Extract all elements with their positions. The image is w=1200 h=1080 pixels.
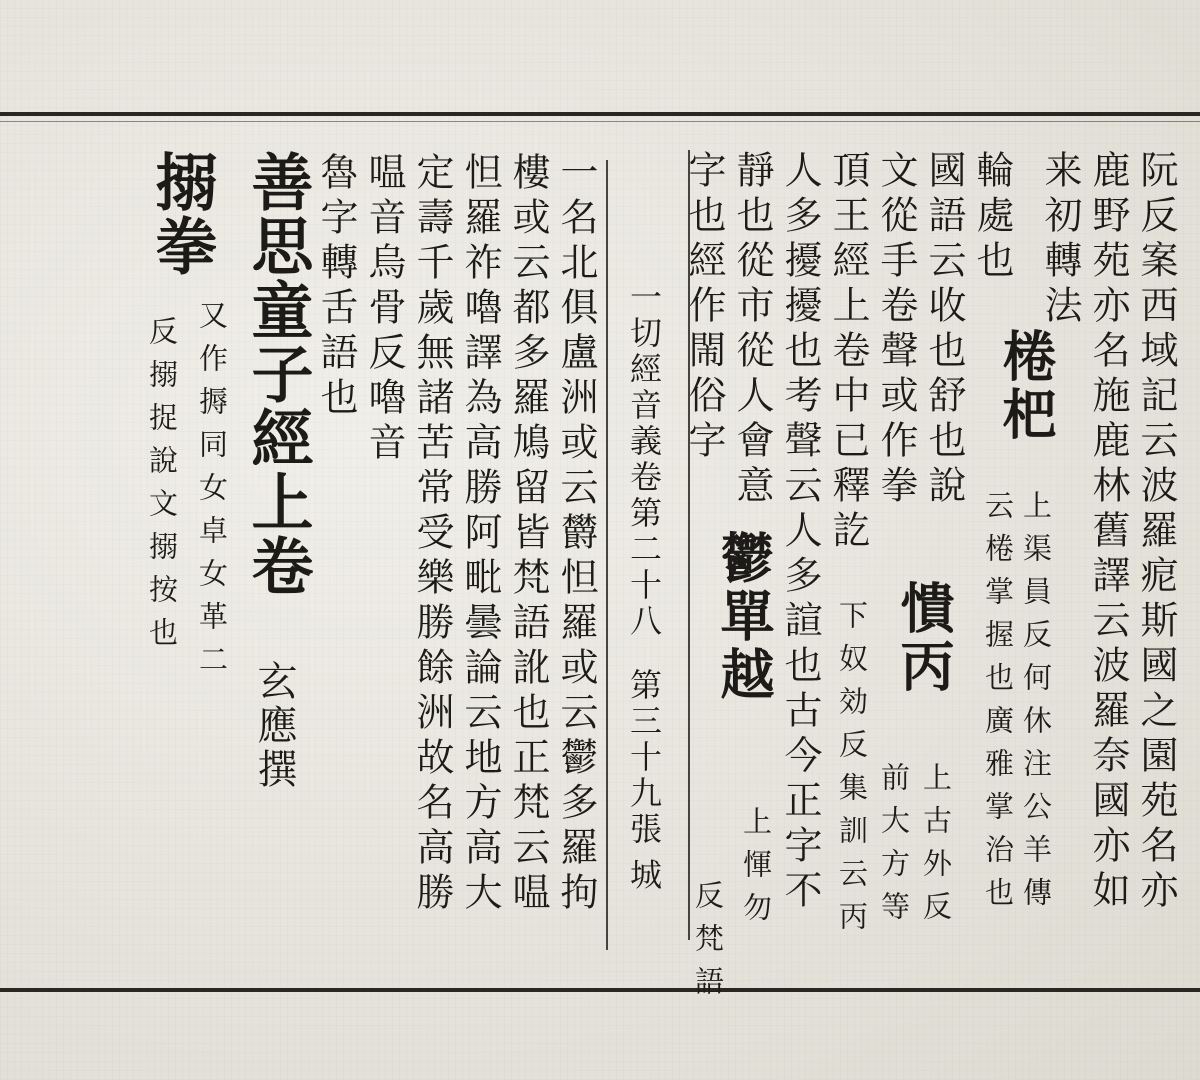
text-column: 字也經作閙俗字 xyxy=(682,150,726,465)
text-column: 樓或云都多羅鳩留皆梵語訛也正梵云嗢 xyxy=(506,152,550,917)
entry-heading: 憒丙 xyxy=(892,580,956,696)
text-column: 嗢音烏骨反嚕音 xyxy=(362,152,406,467)
text-column: 来初轉法 xyxy=(1038,150,1082,330)
entry-note: 前大方等 xyxy=(877,762,911,934)
text-column: 國語云收也舒也說 xyxy=(922,150,966,510)
author-signature: 玄應撰 xyxy=(251,660,297,792)
text-column: 輪處也 xyxy=(970,150,1014,285)
entry-note: 反搦捉說文搦按也 xyxy=(145,316,179,660)
bottom-border-rule xyxy=(0,988,1200,992)
top-border-rule-thin xyxy=(0,121,1200,122)
sutra-title: 善思童子經上卷 xyxy=(241,150,314,598)
text-column: 阮反案西域記云波羅痆斯國之園苑名亦 xyxy=(1134,150,1178,915)
entry-note: 上渠員反何休注公羊傳 xyxy=(1019,490,1053,920)
entry-heading: 棬杷 xyxy=(994,328,1058,444)
volume-title: 一切經音義卷第二十八 xyxy=(625,280,663,640)
entry-note: 又作搙同女卓女革二 xyxy=(195,300,229,687)
entry-note: 下奴効反集訓云丙 xyxy=(835,600,869,944)
top-border-rule xyxy=(0,112,1200,116)
margin-mark: 城 xyxy=(625,858,663,894)
entry-note: 反梵語 xyxy=(691,880,725,1009)
text-column: 定壽千歲無諸苦常受樂勝餘洲故名高勝 xyxy=(410,152,454,917)
text-column: 頂王經上卷中已釋訖 xyxy=(826,150,870,555)
entry-heading: 搦拳 xyxy=(145,150,218,278)
text-column: 怛羅祚嚕譯為高勝阿毗曇論云地方高大 xyxy=(458,152,502,917)
text-column: 一名北俱盧洲或云欝怛羅或云鬱多羅拘 xyxy=(554,152,598,917)
sheet-number: 第三十九張 xyxy=(625,668,663,848)
text-column: 鹿野苑亦名施鹿林舊譯云波羅奈國亦如 xyxy=(1086,150,1130,915)
margin-left-rule xyxy=(606,160,608,950)
text-column: 魯字轉舌語也 xyxy=(314,152,358,422)
entry-note: 上古外反 xyxy=(919,762,953,934)
text-column: 人多擾擾也考聲云人多諠也古今正字不 xyxy=(778,150,822,915)
entry-note: 云棬掌握也廣雅掌治也 xyxy=(981,490,1015,920)
text-column: 靜也從市從人會意 xyxy=(730,150,774,510)
text-column: 文從手卷聲或作拳 xyxy=(874,150,918,510)
entry-note: 上惲勿 xyxy=(739,806,773,935)
entry-heading: 鬱單越 xyxy=(712,530,776,704)
